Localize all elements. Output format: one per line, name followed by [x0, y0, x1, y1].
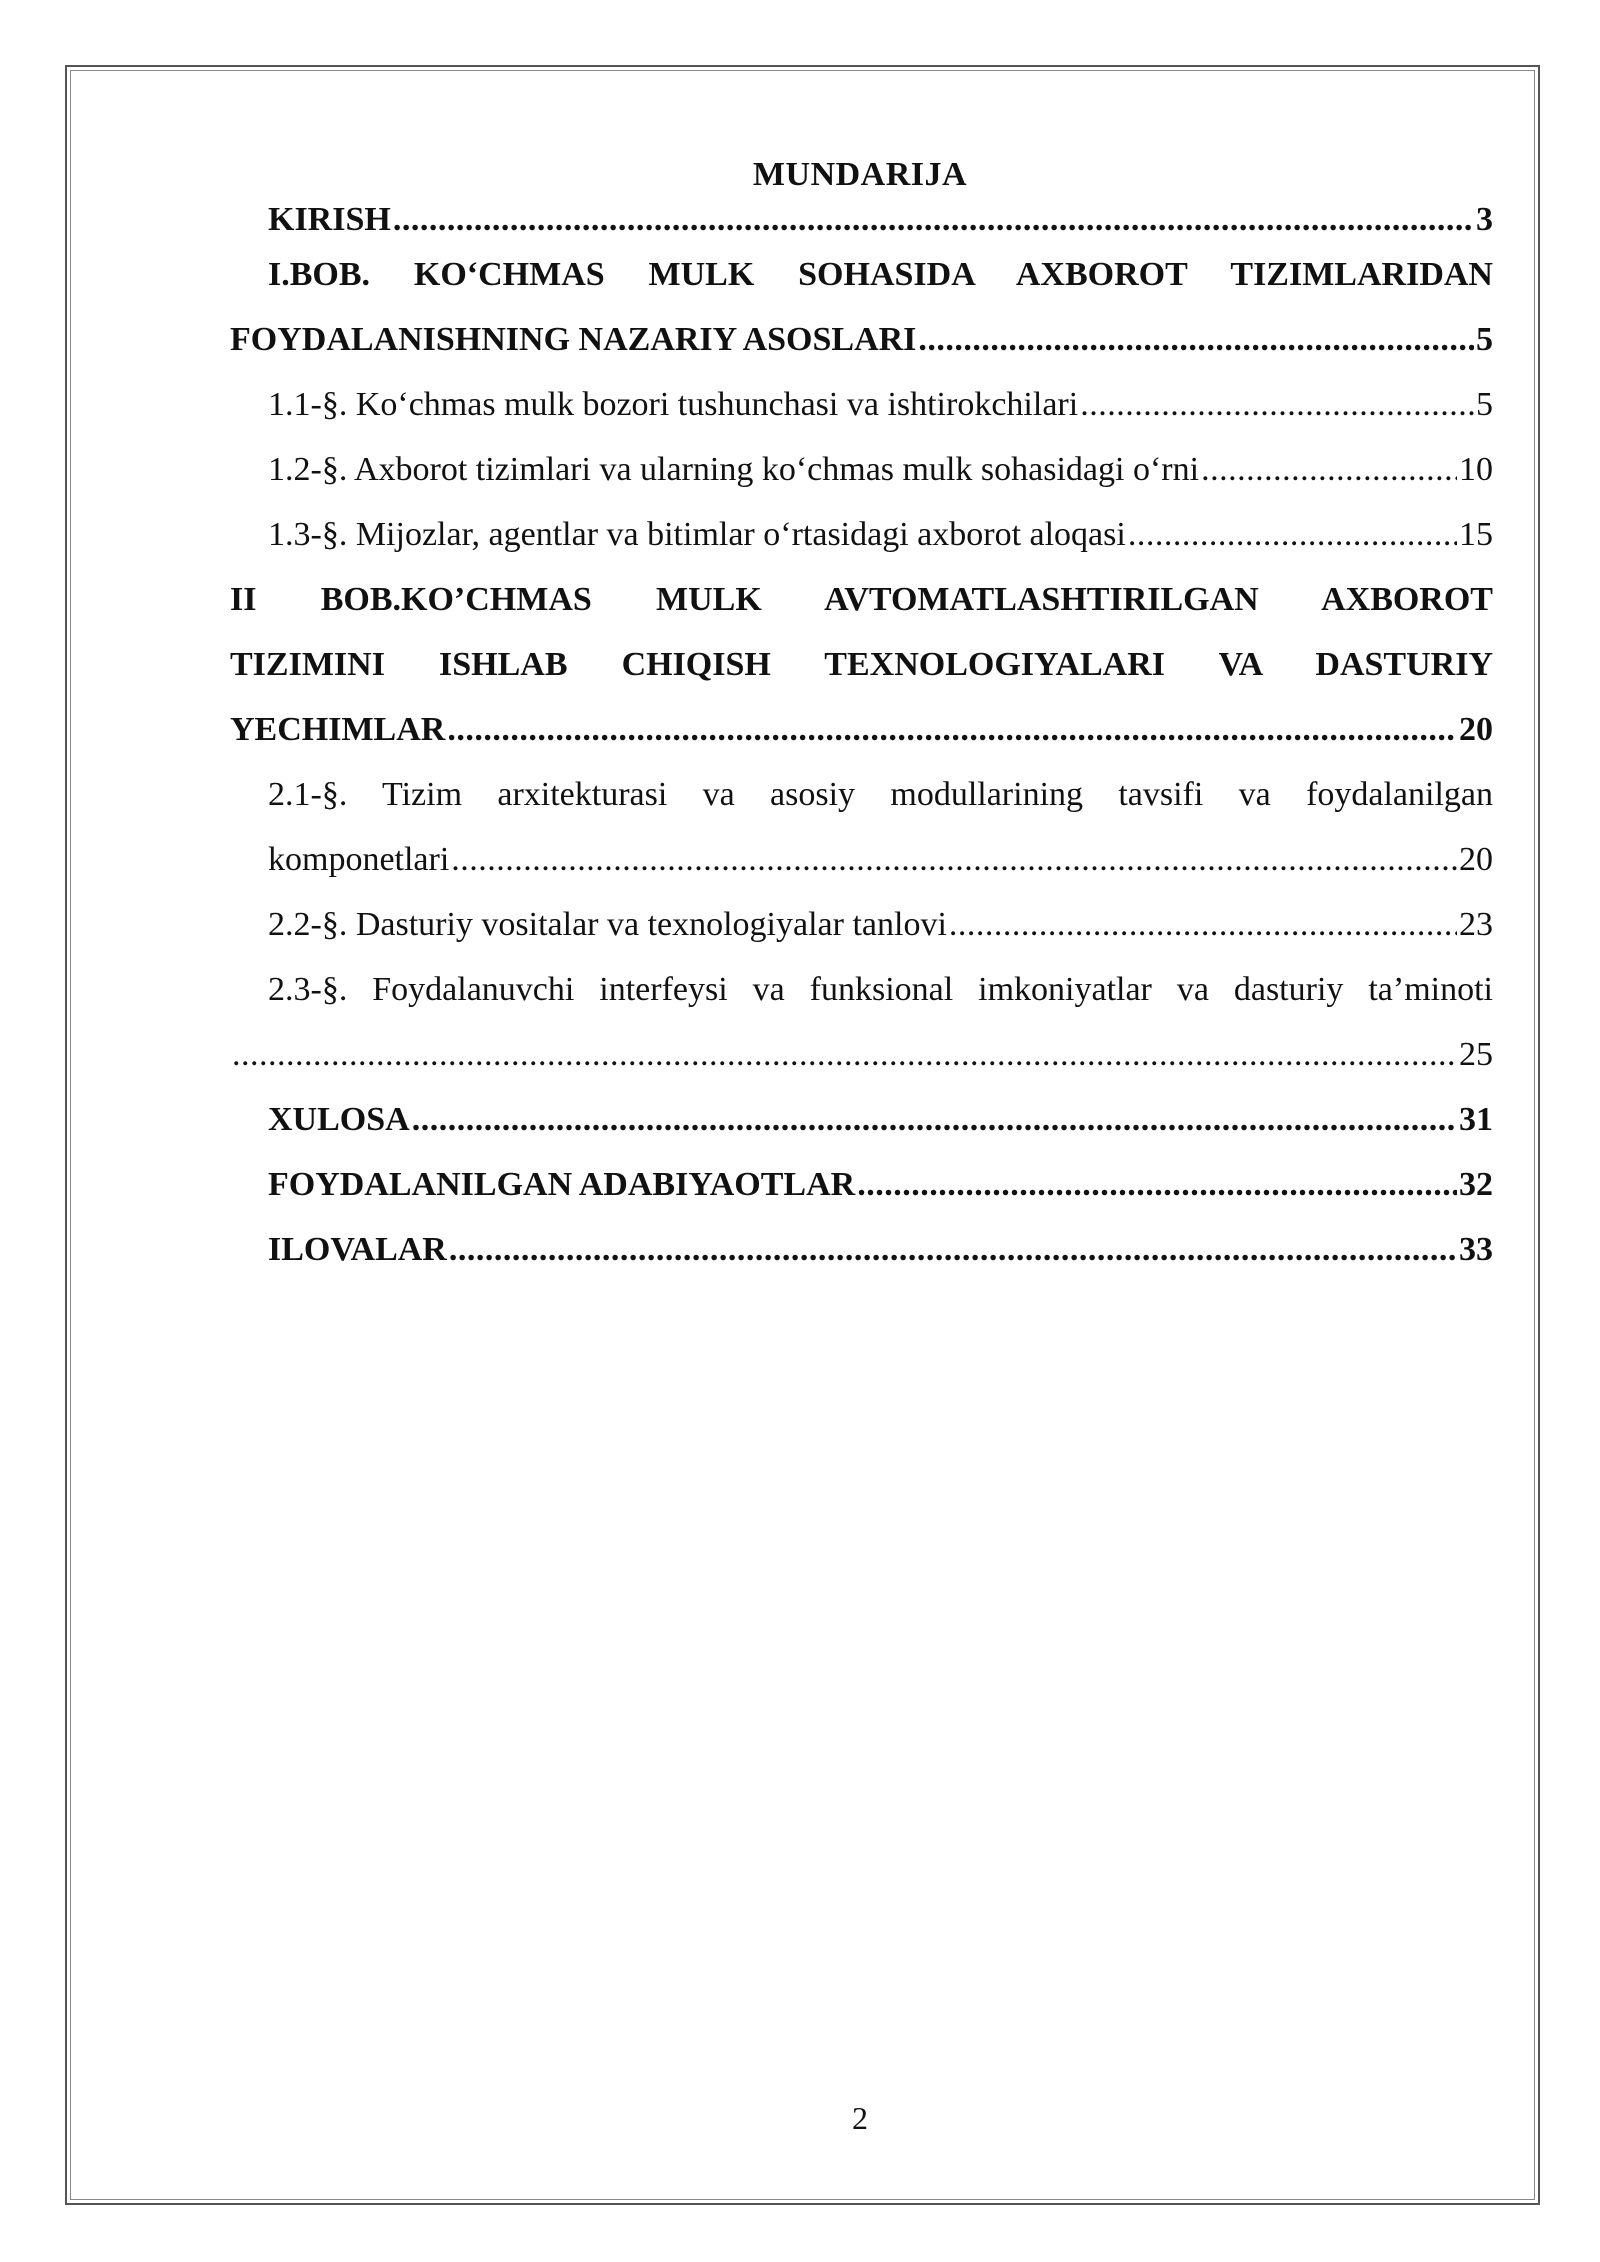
toc-entry-page: 33: [1459, 1231, 1493, 1268]
toc-entry-chapter-2[interactable]: [230, 697, 1493, 762]
toc-leader-dots: [1080, 372, 1474, 437]
toc-leader-dots: [393, 198, 1474, 242]
toc-entry-section-1-3[interactable]: [230, 502, 1493, 567]
toc-entry-page: 31: [1459, 1101, 1493, 1138]
toc-leader-dots: [1201, 437, 1457, 502]
toc-title: MUNDARIJA: [752, 156, 968, 193]
toc-entry-section-2-2[interactable]: [230, 892, 1493, 957]
toc-entry-page: 20: [1459, 711, 1493, 748]
toc-entry-page: 25: [1459, 1036, 1493, 1073]
toc-entry-kirish[interactable]: [230, 198, 1493, 242]
table-of-contents: [230, 198, 1493, 1282]
toc-entry-references[interactable]: [230, 1152, 1493, 1217]
toc-entry-section-1-2[interactable]: [230, 437, 1493, 502]
toc-entry-label: YECHIMLAR: [230, 711, 446, 748]
toc-entry-xulosa[interactable]: [230, 1087, 1493, 1152]
toc-entry-label: KIRISH: [268, 201, 391, 238]
toc-leader-dots: [1128, 502, 1457, 567]
toc-leader-dots: [412, 1087, 1457, 1152]
toc-entry-page: 20: [1459, 841, 1493, 878]
toc-entry-page: 32: [1459, 1166, 1493, 1203]
toc-entry-section-2-3-line1[interactable]: 2.3-§. Foydalanuvchi interfeysi va funksional imkoniyatlar va dasturiy ta’minoti: [268, 971, 1493, 1008]
page-number: 2: [852, 2100, 868, 2136]
toc-entry-label: XULOSA: [268, 1101, 410, 1138]
toc-entry-section-2-3[interactable]: [230, 1022, 1493, 1087]
toc-entry-label: ILOVALAR: [268, 1231, 447, 1268]
toc-entry-page: 15: [1459, 516, 1493, 553]
toc-entry-section-1-1[interactable]: [230, 372, 1493, 437]
toc-entry-page: 10: [1459, 451, 1493, 488]
toc-entry-label: 1.2-§. Axborot tizimlari va ularning ko‘chmas mulk sohasidagi o‘rni: [268, 451, 1200, 488]
toc-entry-label: komponetlari: [268, 841, 450, 878]
toc-entry-label: 2.2-§. Dasturiy vositalar va texnologiyalar tanlovi: [268, 906, 947, 943]
toc-leader-dots: [857, 1152, 1457, 1217]
toc-entry-page: 5: [1476, 321, 1493, 358]
toc-entry-label: FOYDALANISHNING NAZARIY ASOSLARI: [230, 321, 917, 358]
toc-leader-dots: [449, 1217, 1457, 1282]
toc-entry-chapter-1[interactable]: [230, 307, 1493, 372]
toc-entry-chapter-1-line1[interactable]: I.BOB. KO‘CHMAS MULK SOHASIDA AXBOROT TIZIMLARIDAN: [268, 256, 1493, 293]
toc-entry-section-2-1[interactable]: [230, 827, 1493, 892]
toc-leader-dots: [447, 697, 1457, 762]
toc-leader-dots: [918, 307, 1474, 372]
toc-leader-dots: [451, 827, 1457, 892]
toc-leader-dots: [232, 1022, 1457, 1087]
toc-entry-label: FOYDALANILGAN ADABIYAOTLAR: [268, 1166, 856, 1203]
toc-entry-appendices[interactable]: [230, 1217, 1493, 1282]
toc-entry-label: 1.1-§. Ko‘chmas mulk bozori tushunchasi va ishtirokchilari: [268, 386, 1079, 423]
toc-entry-chapter-2-line1[interactable]: II BOB.KO’CHMAS MULK AVTOMATLASHTIRILGAN AXBOROT: [230, 581, 1493, 618]
toc-entry-section-2-1-line1[interactable]: 2.1-§. Tizim arxitekturasi va asosiy modullarining tavsifi va foydalanilgan: [268, 776, 1493, 813]
toc-entry-page: 3: [1476, 201, 1493, 238]
toc-entry-chapter-2-line2[interactable]: TIZIMINI ISHLAB CHIQISH TEXNOLOGIYALARI VA DASTURIY: [230, 646, 1493, 683]
toc-entry-page: 23: [1459, 906, 1493, 943]
toc-leader-dots: [949, 892, 1457, 957]
toc-entry-label: 1.3-§. Mijozlar, agentlar va bitimlar o‘rtasidagi axborot aloqasi: [268, 516, 1126, 553]
toc-entry-page: 5: [1476, 386, 1493, 423]
